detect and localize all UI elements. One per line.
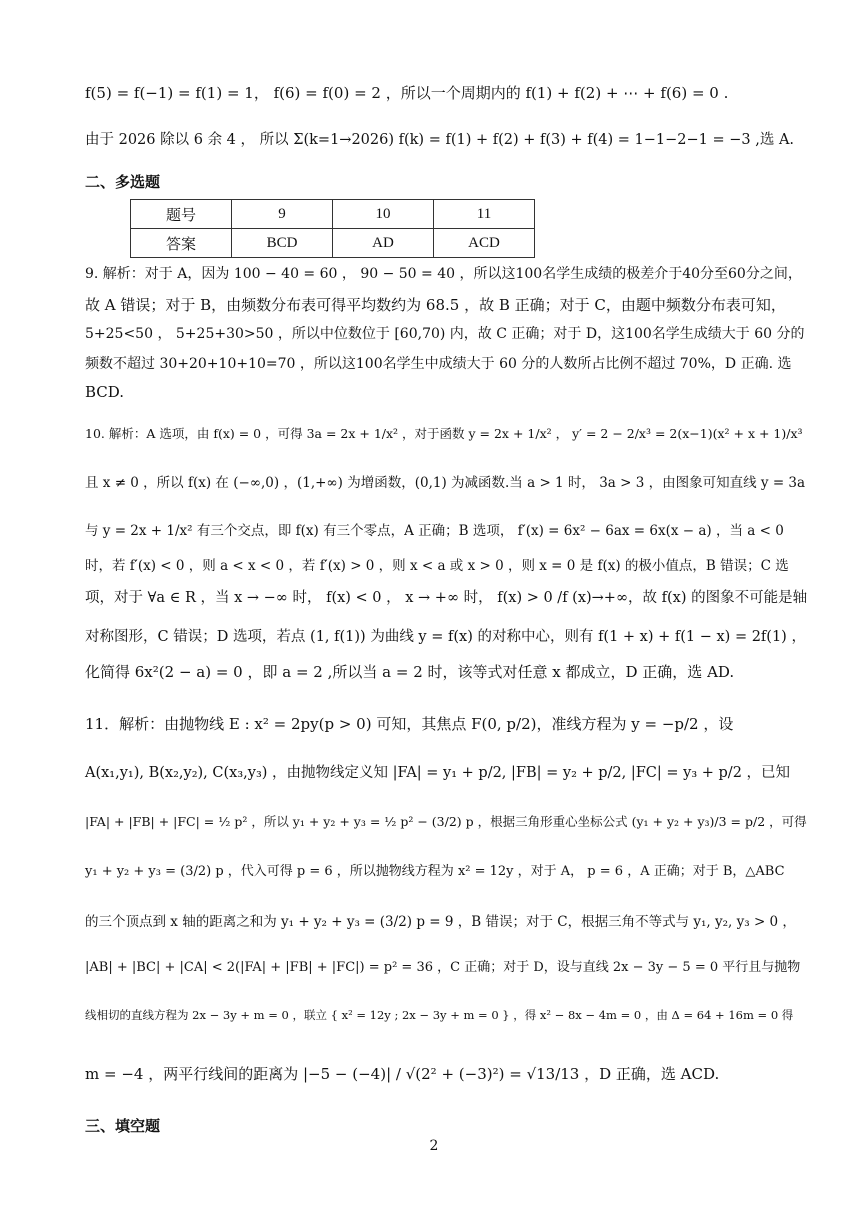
text-line: 且 x ≠ 0 ，所以 f(x) 在 (−∞,0) ，(1,+∞) 为增函数，(0,1) 为减函数.当 a > 1 时， 3a > 3 ，由图象可知直线 y = 3a [85,475,806,491]
text-line: y₁ + y₂ + y₃ = (3/2) p ，代入可得 p = 6 ，所以抛物线方程为 x² = 12y ，对于 A， p = 6 ，A 正确；对于 B，△ABC [85,864,785,879]
text-line: 对称图形，C 错误；D 选项，若点 (1, f(1)) 为曲线 y = f(x) 的对称中心，则有 f(1 + x) + f(1 − x) = 2f(1) ， [85,629,806,645]
text-line: |AB| + |BC| + |CA| < 2(|FA| + |FB| + |FC|) = p² = 36 ，C 正确；对于 D，设与直线 2x − 3y − 5 = 0 平行且与抛物 [85,960,801,975]
section-heading-fill-in: 三、填空题 [85,1117,161,1135]
table-cell: 11 [434,200,535,229]
text-line: 10. 解析：A 选项，由 f(x) = 0 ，可得 3a = 2x + 1/x² ，对于函数 y = 2x + 1/x² ， y′ = 2 − 2/x³ = 2(x−1)(x² + x + 1)/x³ [85,426,803,441]
text-line: 频数不超过 30+20+10+10=70 ，所以这100名学生中成绩大于 60 分的人数所占比例不超过 70%，D 正确. 选 [85,356,792,372]
table-cell: 10 [333,200,434,229]
text-line: 项，对于 ∀a ∈ R ，当 x → −∞ 时， f(x) < 0 ， x → +∞ 时， f(x) > 0 /f (x)→+∞，故 f(x) 的图象不可能是轴 [85,590,808,606]
text-line: 11．解析：由抛物线 E : x² = 2py(p > 0) 可知，其焦点 F(0, p/2)，准线方程为 y = −p/2 ，设 [85,715,734,733]
table-cell: 题号 [131,200,232,229]
table-cell: 9 [232,200,333,229]
text-line: |FA| + |FB| + |FC| = ½ p² ，所以 y₁ + y₂ + y₃ = ½ p² − (3/2) p ，根据三角形重心坐标公式 (y₁ + y₂ + y₃)/3 = p/2 ，可得 [85,814,807,829]
text-line: 与 y = 2x + 1/x² 有三个交点，即 f(x) 有三个零点，A 正确；B 选项， f′(x) = 6x² − 6ax = 6x(x − a) ，当 a < 0 [85,523,784,539]
text-line: 化简得 6x²(2 − a) = 0 ，即 a = 2 ,所以当 a = 2 时，该等式对任意 x 都成立，D 正确，选 AD. [85,663,735,681]
text-line: 9. 解析：对于 A，因为 100 − 40 = 60 ， 90 − 50 = 40 ，所以这100名学生成绩的极差介于40分至60分之间， [85,266,802,282]
table-cell: ACD [434,229,535,258]
answer-table [130,199,535,258]
text-line: 线相切的直线方程为 2x − 3y + m = 0 ，联立 { x² = 12y ; 2x − 3y + m = 0 } ，得 x² − 8x − 4m = 0 ，由 Δ = 64 + 16m = 0 得 [85,1008,794,1022]
text-line: 时，若 f′(x) < 0 ，则 a < x < 0 ，若 f′(x) > 0 ，则 x < a 或 x > 0 ，则 x = 0 是 f(x) 的极小值点，B 错误；C 选 [85,558,789,574]
text-line: 5+25<50 ， 5+25+30>50 ，所以中位数位于 [60,70) 内，故 C 正确；对于 D，这100名学生成绩大于 60 分的 [85,326,805,342]
text-line: f(5) = f(−1) = f(1) = 1， f(6) = f(0) = 2 ，所以一个周期内的 f(1) + f(2) + ⋯ + f(6) = 0 . [85,84,729,102]
table-row [131,229,535,258]
table-row [131,200,535,229]
table-cell: BCD [232,229,333,258]
section-heading-multiple-choice: 二、多选题 [85,173,161,191]
table-cell: 答案 [131,229,232,258]
text-line: 故 A 错误；对于 B，由频数分布表可得平均数约为 68.5 ，故 B 正确；对于 C，由题中频数分布表可知， [85,296,786,314]
text-line: BCD. [85,383,125,401]
text-line: m = −4 ，两平行线间的距离为 |−5 − (−4)| / √(2² + (−3)²) = √13/13 ，D 正确，选 ACD. [85,1065,720,1083]
text-line: 由于 2026 除以 6 余 4 ， 所以 Σ(k=1→2026) f(k) = f(1) + f(2) + f(3) + f(4) = 1−1−2−1 = −3 ,选 A. [85,132,795,148]
page-number: 2 [429,1138,439,1154]
table-cell: AD [333,229,434,258]
text-line: A(x₁,y₁), B(x₂,y₂), C(x₃,y₃) ，由抛物线定义知 |FA| = y₁ + p/2, |FB| = y₂ + p/2, |FC| = y₃ + p/2 ，已知 [85,765,791,781]
text-line: 的三个顶点到 x 轴的距离之和为 y₁ + y₂ + y₃ = (3/2) p = 9 ，B 错误；对于 C，根据三角不等式与 y₁, y₂, y₃ > 0 ， [85,914,796,930]
